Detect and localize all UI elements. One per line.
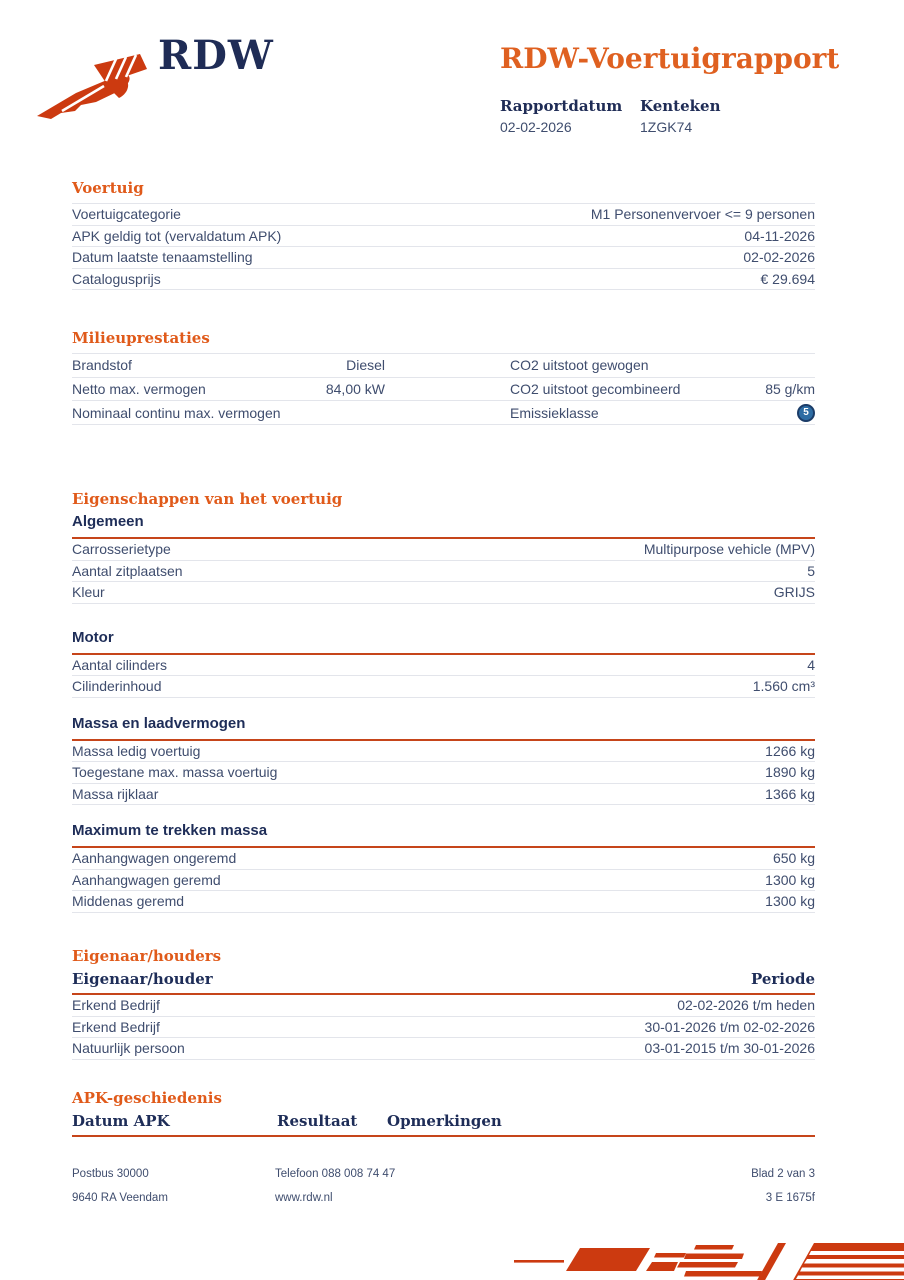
row-value: 04-11-2026 [744,227,815,244]
footer-doc-code: 3 E 1675f [765,1192,815,1204]
owner-period: 02-02-2026 t/m heden [677,997,815,1014]
subsection-massa [72,716,815,806]
row-label: Massa rijklaar [72,785,159,802]
section-title-apk: APK-geschiedenis [72,1089,222,1107]
column-header-apk-date: Datum APK [72,1112,170,1130]
column-header-owner: Eigenaar/houder [72,970,213,988]
report-date-value: 02-02-2026 [500,119,572,135]
table-row [72,561,815,583]
table-row [72,995,815,1017]
row-label: Netto max. vermogen [72,381,206,398]
row-value: 1890 kg [765,764,815,781]
row-label: Aantal cilinders [72,656,167,673]
rdw-feather-logo-icon [34,52,152,124]
row-label: Nominaal continu max. vermogen [72,404,281,421]
page-title: RDW-Voertuigrapport [500,42,840,75]
table-row [72,401,815,425]
table-row [72,354,815,378]
license-plate-label: Kenteken [640,97,721,115]
speed-stripes-decoration [514,1240,904,1280]
footer-phone: Telefoon 088 008 74 47 [275,1168,396,1180]
row-value: M1 Personenvervoer <= 9 personen [590,206,815,223]
section-apk-geschiedenis [72,1090,815,1137]
table-row [72,676,815,698]
row-label: Cilinderinhoud [72,678,162,695]
subsection-title-massa: Massa en laadvermogen [72,716,815,741]
table-row [72,582,815,604]
row-label: Brandstof [72,357,132,374]
table-row [72,204,815,226]
row-value: Diesel [346,357,385,374]
owner-name: Erkend Bedrijf [72,997,160,1014]
subsection-title-algemeen: Algemeen [72,514,815,539]
table-row [72,848,815,870]
row-value: 1266 kg [765,742,815,759]
column-header-period: Periode [750,970,815,988]
row-value: 84,00 kW [325,381,385,398]
row-label: Aanhangwagen ongeremd [72,850,237,867]
row-value: 4 [807,656,815,673]
table-row [72,762,815,784]
table-row [72,247,815,269]
row-label: Toegestane max. massa voertuig [72,764,278,781]
section-title-milieuprestaties: Milieuprestaties [72,329,210,347]
row-label: CO2 uitstoot gewogen [510,357,649,374]
owner-name: Natuurlijk persoon [72,1040,185,1057]
table-row [72,269,815,291]
rdw-logo-text: RDW [158,32,274,79]
row-label: CO2 uitstoot gecombineerd [510,381,681,398]
row-label: Catalogusprijs [72,270,161,287]
row-label: Voertuigcategorie [72,206,181,223]
section-title-voertuig: Voertuig [72,179,144,197]
column-header-apk-remarks: Opmerkingen [387,1112,502,1130]
row-label: Datum laatste tenaamstelling [72,249,253,266]
footer-address-line1: Postbus 30000 [72,1168,149,1180]
table-row [72,784,815,806]
owner-period: 03-01-2015 t/m 30-01-2026 [644,1040,815,1057]
table-row [72,1017,815,1039]
row-value: 1.560 cm³ [752,678,815,695]
row-value: 1366 kg [765,785,815,802]
row-label: Middenas geremd [72,893,185,910]
row-value: 02-02-2026 [743,249,815,266]
table-row [72,226,815,248]
section-voertuig [72,180,815,290]
owner-name: Erkend Bedrijf [72,1018,160,1035]
table-row [72,870,815,892]
row-value: GRIJS [773,584,815,601]
row-label: Carrosserietype [72,541,171,558]
section-title-eigenaar: Eigenaar/houders [72,947,222,965]
footer-website: www.rdw.nl [275,1192,333,1204]
section-title-eigenschappen: Eigenschappen van het voertuig [72,490,343,508]
row-label: Emissieklasse [510,404,599,421]
footer-address-line2: 9640 RA Veendam [72,1192,168,1204]
row-value: 1300 kg [765,871,815,888]
row-label: Massa ledig voertuig [72,742,201,759]
subsection-algemeen [72,514,815,604]
footer-page-number: Blad 2 van 3 [751,1168,815,1180]
row-value: € 29.694 [760,270,815,287]
row-value: 650 kg [772,850,815,867]
page-footer [72,1168,815,1216]
subsection-title-trekken: Maximum te trekken massa [72,823,815,848]
row-label: Aantal zitplaatsen [72,562,183,579]
row-value: 85 g/km [765,381,815,398]
table-row [72,539,815,561]
owner-period: 30-01-2026 t/m 02-02-2026 [644,1018,815,1035]
table-row [72,1038,815,1060]
subsection-motor [72,630,815,698]
section-eigenaar [72,948,815,1060]
row-label: Kleur [72,584,105,601]
row-label: Aanhangwagen geremd [72,871,221,888]
table-row [72,891,815,913]
section-milieuprestaties [72,330,815,425]
license-plate-value: 1ZGK74 [640,119,693,135]
subsection-title-motor: Motor [72,630,815,655]
row-value: 1300 kg [765,893,815,910]
table-row [72,741,815,763]
row-value: Multipurpose vehicle (MPV) [643,541,815,558]
section-eigenschappen [72,491,815,913]
table-row [72,378,815,402]
column-header-apk-result: Resultaat [277,1112,358,1130]
table-row [72,655,815,677]
report-date-label: Rapportdatum [500,97,623,115]
row-value: 5 [807,562,815,579]
row-label: APK geldig tot (vervaldatum APK) [72,227,282,244]
subsection-trekken [72,823,815,913]
emission-class-badge: 5 [797,404,815,422]
